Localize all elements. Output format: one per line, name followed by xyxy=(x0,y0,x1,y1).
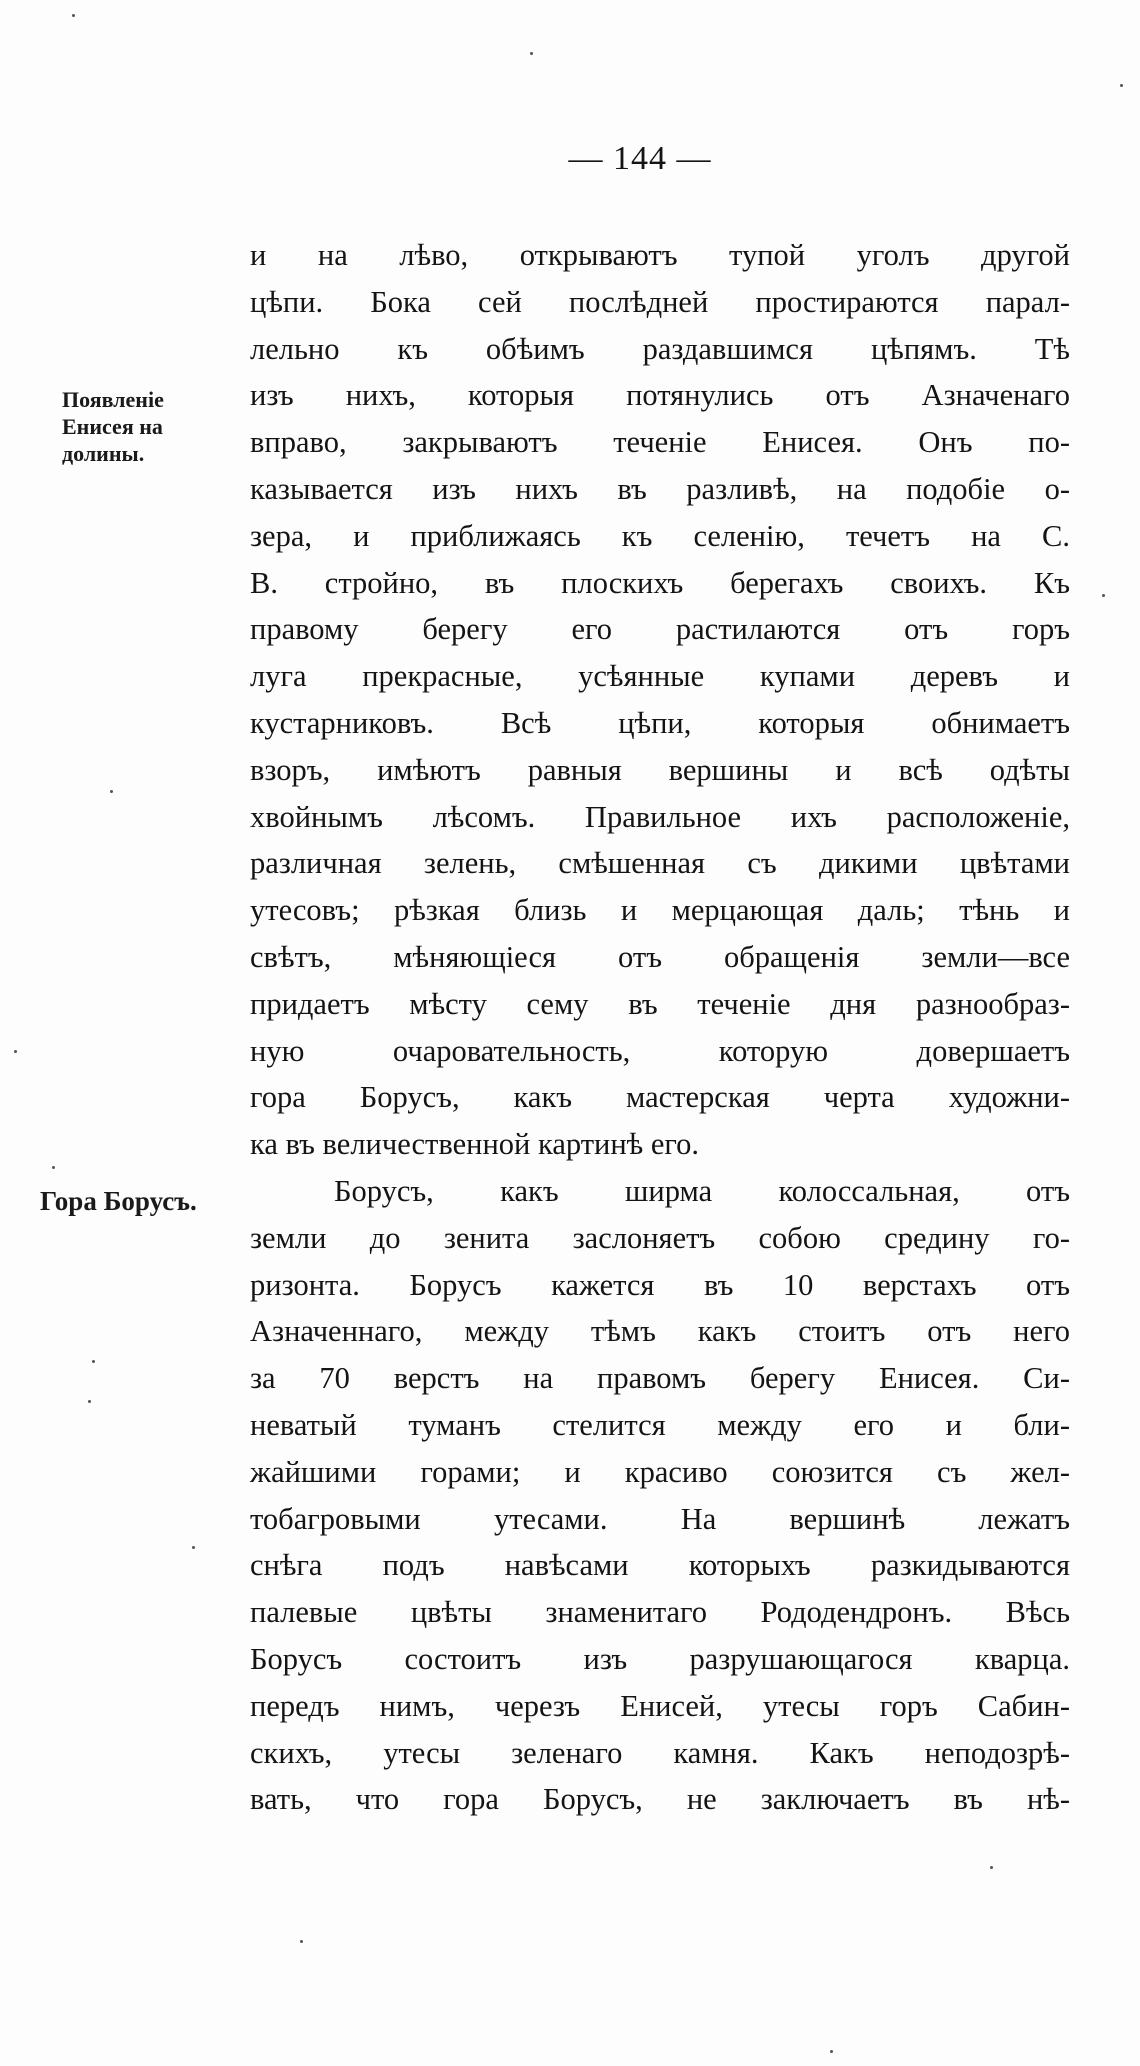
text-line: ка въ величественной картинѣ его. xyxy=(250,1127,700,1162)
text-line: правому берегу его растилаются отъ горъ xyxy=(250,612,1070,647)
text-line: неватый туманъ стелится между его и бли- xyxy=(250,1407,1070,1442)
text-line: придаетъ мѣсту сему въ теченіе дня разнообраз- xyxy=(250,986,1070,1021)
scan-speck xyxy=(52,1166,55,1169)
text-line: за 70 верстъ на правомъ берегу Енисея. Си- xyxy=(250,1361,1070,1396)
text-line: утесовъ; рѣзкая близь и мерцающая даль; тѣнь и xyxy=(250,893,1070,928)
scan-speck xyxy=(92,1360,95,1363)
text-line: Азначеннаго, между тѣмъ какъ стоитъ отъ него xyxy=(250,1314,1070,1349)
text-line: луга прекрасные, усѣянные купами деревъ и xyxy=(250,659,1070,694)
scan-speck xyxy=(88,1400,91,1403)
text-line: ризонта. Борусъ кажется въ 10 верстахъ отъ xyxy=(250,1267,1070,1302)
text-line: вправо, закрываютъ теченіе Енисея. Онъ по- xyxy=(250,425,1070,460)
text-line: снѣга подъ навѣсами которыхъ разкидываются xyxy=(250,1548,1070,1583)
scan-speck xyxy=(192,1546,195,1549)
text-line: хвойнымъ лѣсомъ. Правильное ихъ расположеніе, xyxy=(250,799,1070,834)
text-line: изъ нихъ, которыя потянулись отъ Азначенаго xyxy=(250,378,1070,413)
text-line: тобагровыми утесами. На вершинѣ лежатъ xyxy=(250,1501,1070,1536)
text-line: В. стройно, въ плоскихъ берегахъ своихъ. Къ xyxy=(250,565,1070,600)
scan-speck xyxy=(990,1866,993,1869)
scan-speck xyxy=(14,1050,17,1053)
text-line: палевые цвѣты знаменитаго Рододендронъ. Вѣсь xyxy=(250,1595,1070,1630)
text-line: Борусъ, какъ ширма колоссальная, отъ xyxy=(334,1173,1070,1208)
text-line: различная зелень, смѣшенная съ дикими цвѣтами xyxy=(250,846,1070,881)
page-number: — 144 — xyxy=(568,140,712,177)
text-line: цѣпи. Бока сей послѣдней простираются парал- xyxy=(250,284,1070,319)
scan-speck xyxy=(830,2050,833,2053)
body-text xyxy=(250,232,1070,1823)
text-line: зера, и приближаясь къ селенію, течетъ на С. xyxy=(250,518,1070,553)
scan-speck xyxy=(1120,84,1123,87)
margin-note-borus: Гора Борусъ. xyxy=(40,1186,197,1216)
text-line: земли до зенита заслоняетъ собою средину го- xyxy=(250,1220,1070,1255)
text-line: взоръ, имѣютъ равныя вершины и всѣ одѣты xyxy=(250,752,1070,787)
scan-speck xyxy=(110,790,113,793)
text-line: Борусъ состоитъ изъ разрушающагося кварца. xyxy=(250,1641,1070,1676)
text-line: казывается изъ нихъ въ разливѣ, на подобіе о- xyxy=(250,471,1070,506)
scan-speck xyxy=(72,14,75,17)
scan-speck xyxy=(1102,594,1105,597)
text-line: кустарниковъ. Всѣ цѣпи, которыя обнимаетъ xyxy=(250,705,1070,740)
text-line: лельно къ обѣимъ раздавшимся цѣпямъ. Тѣ xyxy=(250,331,1070,366)
text-line: жайшими горами; и красиво союзится съ жел- xyxy=(250,1454,1070,1489)
text-line: свѣтъ, мѣняющіеся отъ обращенія земли—все xyxy=(250,939,1070,974)
text-line: передъ нимъ, черезъ Енисей, утесы горъ Сабин- xyxy=(250,1688,1070,1723)
scan-speck xyxy=(530,52,533,55)
margin-note-yenisei: Появленіе Енисея на долины. xyxy=(62,387,164,466)
text-line: скихъ, утесы зеленаго камня. Какъ неподозрѣ- xyxy=(250,1735,1070,1770)
scan-speck xyxy=(300,1940,303,1943)
text-line: ную очаровательность, которую довершаетъ xyxy=(250,1033,1070,1068)
text-line: вать, что гора Борусъ, не заключаетъ въ нѣ- xyxy=(250,1782,1070,1817)
text-line: и на лѣво, открываютъ тупой уголъ другой xyxy=(250,238,1070,272)
text-line: гора Борусъ, какъ мастерская черта художни- xyxy=(250,1080,1070,1115)
